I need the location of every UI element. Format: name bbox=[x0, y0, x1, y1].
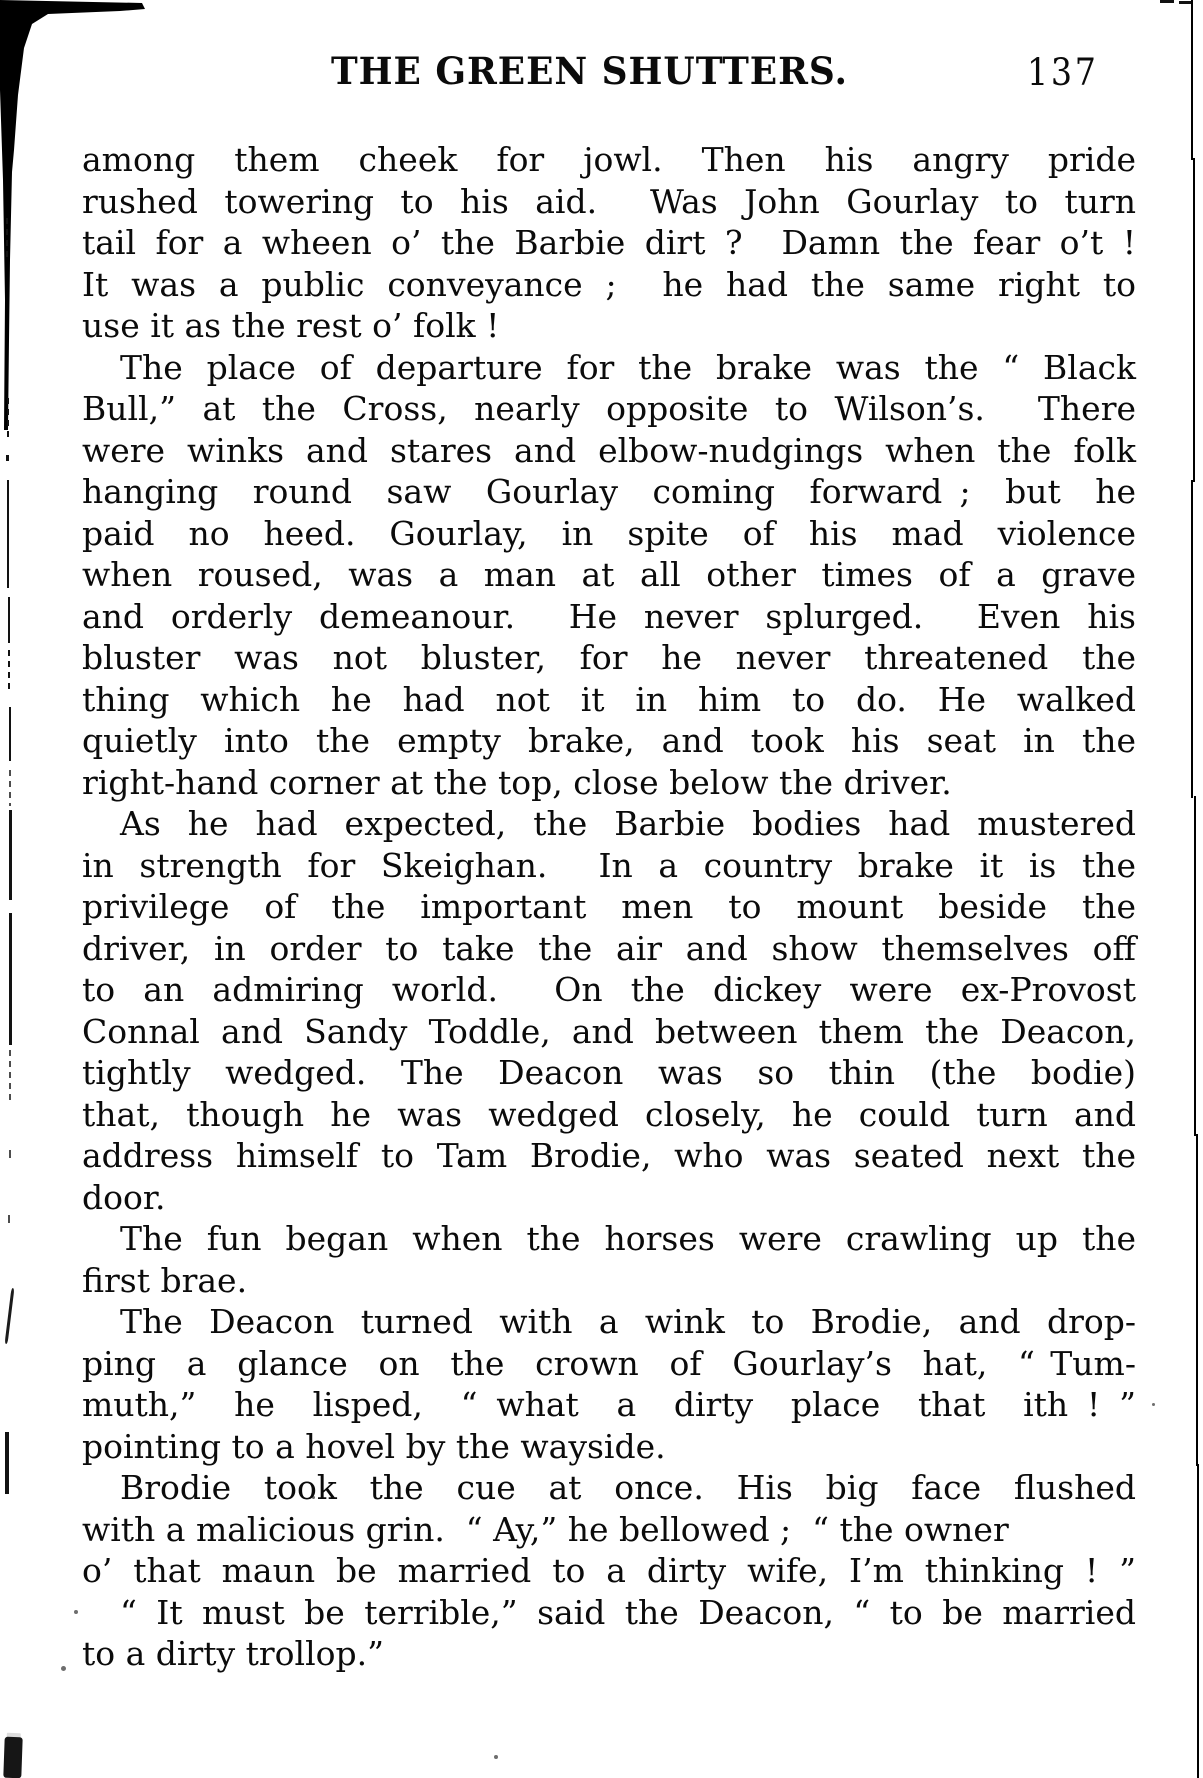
scan-speck bbox=[1152, 1403, 1155, 1406]
text-line: rushed towering to his aid. Was John Gourlay to turn bbox=[82, 181, 1136, 221]
scan-artifact-bottom-left-blob bbox=[3, 1737, 22, 1778]
text-line: use it as the rest o’ folk ! bbox=[82, 306, 500, 345]
text-line: privilege of the important men to mount beside the bbox=[82, 887, 1136, 926]
scan-mark-left-edge bbox=[9, 1050, 11, 1102]
text-line: were winks and stares and elbow-nudgings when the folk bbox=[82, 430, 1136, 470]
scan-mark-left-edge bbox=[9, 913, 12, 1045]
text-line: The Deacon turned with a wink to Brodie, and drop- bbox=[120, 1302, 1136, 1341]
text-line: address himself to Tam Brodie, who was seated next the bbox=[82, 1136, 1136, 1175]
page-edge-line-right bbox=[1191, 0, 1193, 160]
text-line: driver, in order to take the air and show themselves off bbox=[82, 928, 1136, 968]
scan-mark-left-edge bbox=[9, 707, 11, 761]
scan-mark-left-edge bbox=[9, 810, 12, 900]
text-line: with a malicious grin. “ Ay,” he bellowed ; “ the owner bbox=[82, 1509, 1009, 1549]
scan-mark-left-edge bbox=[6, 218, 8, 258]
scan-speck bbox=[494, 1755, 498, 1759]
running-title: THE GREEN SHUTTERS. bbox=[331, 49, 848, 93]
text-line: to an admiring world. On the dickey were ex-Provost bbox=[82, 970, 1136, 1009]
scan-mark-left-edge bbox=[7, 480, 9, 588]
text-line: quietly into the empty brake, and took his seat in the bbox=[82, 721, 1136, 760]
scan-mark-top-right-dash bbox=[1179, 1, 1191, 4]
text-line: pointing to a hovel by the wayside. bbox=[82, 1426, 666, 1466]
text-line: that, though he was wedged closely, he could turn and bbox=[82, 1094, 1136, 1134]
text-line: paid no heed. Gourlay, in spite of his mad violence bbox=[82, 513, 1136, 553]
text-line: and orderly demeanour. He never splurged. Even his bbox=[82, 596, 1136, 636]
scan-mark-left-edge bbox=[9, 1150, 11, 1158]
text-line: Connal and Sandy Toddle, and between them the Deacon, bbox=[82, 1011, 1136, 1051]
page-edge-line-right bbox=[1193, 158, 1195, 482]
scan-mark-top-right-dash bbox=[1160, 0, 1174, 3]
scan-mark-left-edge bbox=[8, 597, 10, 643]
page-edge-line-right bbox=[1196, 1134, 1198, 1466]
page-number: 137 bbox=[1027, 51, 1099, 94]
text-line: hanging round saw Gourlay coming forward ; but he bbox=[82, 472, 1136, 511]
text-line: Brodie took the cue at once. His big face flushed bbox=[120, 1468, 1136, 1507]
scan-mark-left-hook bbox=[5, 1288, 15, 1344]
scan-mark-left-edge bbox=[9, 770, 11, 806]
text-line: muth,” he lisped, “ what a dirty place that ith ! ” bbox=[82, 1385, 1136, 1424]
text-block bbox=[82, 139, 1136, 1675]
scan-speck bbox=[61, 1666, 66, 1671]
text-line: It was a public conveyance ; he had the same right to bbox=[82, 264, 1136, 304]
scan-mark-left-edge bbox=[8, 1215, 10, 1223]
scan-mark-left-edge bbox=[8, 650, 10, 694]
page-edge-line-right bbox=[1197, 1464, 1199, 1778]
scan-mark-left-edge bbox=[6, 455, 9, 461]
text-line: tail for a wheen o’ the Barbie dirt ? Damn the fear o’t ! bbox=[82, 223, 1136, 262]
text-line: ping a glance on the crown of Gourlay’s hat, “ Tum- bbox=[82, 1343, 1136, 1383]
text-line: thing which he had not it in him to do. He walked bbox=[82, 679, 1136, 719]
text-line: tightly wedged. The Deacon was so thin (the bodie) bbox=[82, 1053, 1136, 1092]
text-line: The place of departure for the brake was the “ Black bbox=[120, 347, 1136, 387]
text-line: among them cheek for jowl. Then his angry pride bbox=[82, 140, 1136, 179]
text-line: Bull,” at the Cross, nearly opposite to Wilson’s. There bbox=[82, 389, 1136, 428]
text-line: bluster was not bluster, for he never threatened the bbox=[82, 638, 1136, 677]
text-line: As he had expected, the Barbie bodies had mustered bbox=[120, 804, 1136, 843]
text-line: right-hand corner at the top, close below the driver. bbox=[82, 762, 952, 802]
text-line: door. bbox=[82, 1177, 166, 1217]
text-line: o’ that maun be married to a dirty wife, I’m thinking ! ” bbox=[82, 1551, 1136, 1590]
page-edge-line-right bbox=[1194, 796, 1196, 1136]
scan-mark-left-edge bbox=[7, 398, 9, 438]
scan-mark-left-edge bbox=[5, 1432, 9, 1494]
text-line: The fun began when the horses were crawling up the bbox=[120, 1219, 1136, 1258]
text-line: to a dirty trollop.” bbox=[82, 1634, 384, 1673]
text-line: “ It must be terrible,” said the Deacon, “ to be married bbox=[120, 1592, 1136, 1632]
page-edge-line-right bbox=[1191, 480, 1193, 798]
text-line: when roused, was a man at all other times of a grave bbox=[82, 555, 1136, 594]
scan-speck bbox=[74, 1610, 78, 1614]
text-line: in strength for Skeighan. In a country brake it is the bbox=[82, 845, 1136, 885]
text-line: first brae. bbox=[82, 1260, 248, 1300]
